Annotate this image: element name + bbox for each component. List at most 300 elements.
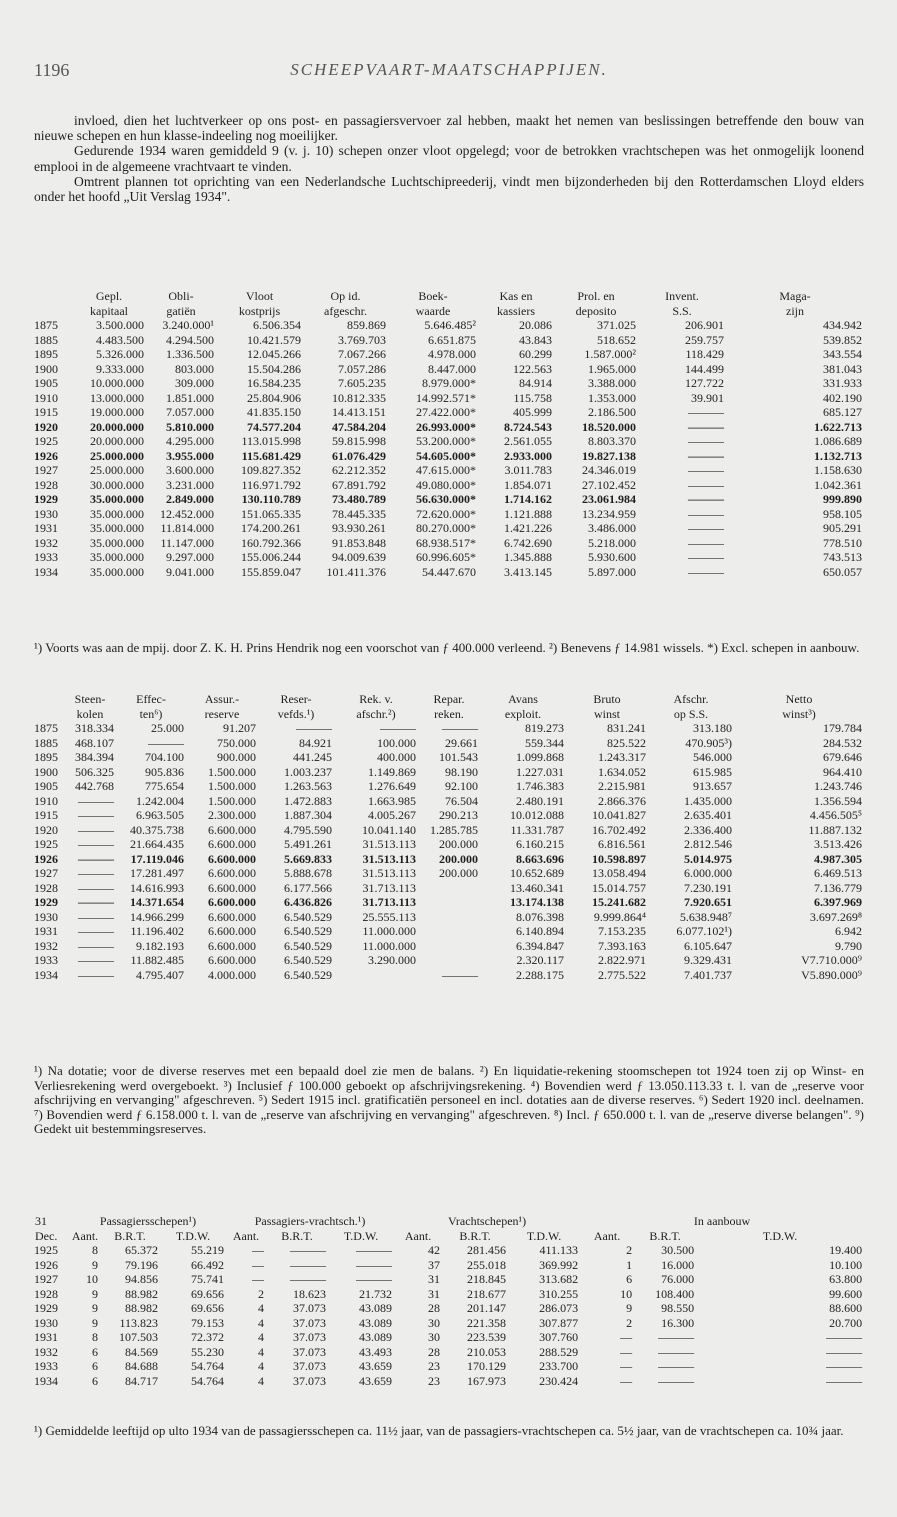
table-cell: 286.073	[539, 1301, 579, 1315]
table-cell: 1.243.317	[598, 750, 646, 764]
table-cell: 35.000.000	[90, 506, 144, 521]
table-cell: 28	[428, 1344, 441, 1359]
table-cell: 506.325	[75, 764, 114, 779]
table-cell: 13.000.000	[90, 390, 144, 405]
table-cell: ———	[148, 735, 184, 750]
table-cell: 1.086.689	[814, 434, 862, 448]
column-header: B.R.T.	[114, 1228, 146, 1243]
table-row	[34, 1258, 864, 1273]
table-cell: 108.400	[655, 1286, 695, 1301]
table-cell: 1.500.000	[208, 793, 256, 808]
table-cell: 546.000	[693, 750, 732, 764]
table-cell: 43.089	[359, 1301, 393, 1315]
table-cell: 5.930.600	[588, 550, 636, 564]
column-header	[34, 707, 64, 722]
table-cell: 210.053	[467, 1344, 507, 1359]
table-cell: 2.775.522	[598, 967, 646, 982]
group-header-row	[34, 1214, 864, 1229]
balance-table	[34, 289, 864, 579]
table-cell: 218.845	[467, 1272, 507, 1286]
table-cell: 65.372	[125, 1243, 158, 1257]
column-header: Aant.	[404, 1228, 432, 1243]
table-cell: 94.856	[125, 1272, 158, 1286]
table-cell: 1.500.000	[208, 764, 256, 779]
table-cell: 518.652	[597, 332, 636, 347]
table-cell: 69.656	[191, 1286, 225, 1301]
table-cell: 1.242.004	[136, 793, 184, 808]
table-cell: 290.213	[439, 808, 478, 822]
table-cell: 1.243.746	[814, 779, 862, 793]
column-header: Gepl.	[95, 289, 123, 303]
table-cell: ———	[688, 535, 724, 550]
table-cell	[418, 881, 480, 896]
table-cell: 5.897.000	[588, 564, 636, 579]
table-cell: 92.100	[445, 779, 478, 793]
table-cell: 559.344	[525, 735, 564, 750]
table-cell: 76.504	[445, 793, 478, 808]
table-cell: 31.513.113	[362, 866, 416, 880]
column-header: afgeschr.	[324, 303, 367, 318]
table-cell: 43.659	[359, 1359, 393, 1373]
table-cell: 40.375.738	[130, 822, 184, 837]
column-header: winst	[593, 706, 620, 721]
year-cell: 1875	[34, 721, 58, 735]
table-cell: 26.993.000*	[416, 419, 476, 434]
table-cell: 3.600.000	[166, 463, 214, 477]
column-header: Assur.-	[204, 692, 240, 706]
year-cell: 1895	[34, 347, 58, 361]
table-cell: 14.413.151	[332, 405, 386, 419]
column-header: Maga-	[779, 289, 811, 303]
table-cell: 155.006.244	[241, 550, 301, 564]
table-cell: 16.000	[661, 1257, 695, 1272]
column-header: zijn	[786, 303, 804, 318]
table-cell: 778.510	[823, 535, 862, 550]
column-header: ten⁶)	[139, 706, 163, 721]
table-cell: 35.000.000	[90, 535, 144, 550]
column-header: Avans	[508, 692, 538, 706]
header-row	[34, 1229, 864, 1244]
year-cell: 1925	[34, 434, 58, 448]
table-cell: 8.724.543	[504, 419, 552, 434]
table-cell: —	[620, 1330, 633, 1344]
year-cell: 1926	[34, 1257, 58, 1272]
table-cell: 35.000.000	[90, 550, 144, 564]
table-row	[34, 347, 864, 362]
table-cell: 54.447.670	[422, 564, 476, 579]
table-cell: 8.979.000*	[422, 376, 476, 390]
table-cell: ———	[78, 938, 114, 953]
year-cell: 1933	[34, 550, 58, 564]
table-cell: ———	[688, 405, 724, 419]
table-cell: 7.136.779	[814, 880, 862, 895]
table-cell: 2.480.191	[516, 793, 564, 808]
table-cell: 4.483.500	[96, 332, 144, 347]
table-cell: 6.600.000	[208, 909, 256, 924]
table-row	[34, 318, 864, 333]
table-cell: 1.121.888	[504, 506, 552, 521]
table-cell: 288.529	[539, 1344, 579, 1359]
table-cell: 43.089	[359, 1330, 393, 1344]
table-cell: 3.697.269⁸	[809, 909, 862, 924]
table-cell: 1.421.226	[504, 521, 552, 535]
table-row	[34, 565, 864, 580]
table-cell: 78.445.335	[332, 506, 386, 521]
table-cell: 6.816.561	[598, 837, 646, 851]
table-cell: —	[252, 1272, 265, 1286]
table-cell: 43.493	[359, 1344, 393, 1359]
table-row	[34, 736, 864, 751]
table-cell: 31	[428, 1272, 441, 1286]
table-row	[34, 939, 864, 954]
table-cell: 35.000.000	[90, 492, 144, 506]
table-cell: 160.792.366	[241, 535, 301, 550]
table-cell: 29.661	[445, 735, 478, 750]
table-cell: 4.795.590	[284, 822, 332, 837]
table-row	[34, 550, 864, 565]
table-cell: 84.569	[125, 1344, 158, 1359]
table-cell: ———	[688, 419, 724, 434]
table-cell: 7.230.191	[684, 880, 732, 895]
header-row	[34, 707, 864, 722]
table-cell: ———	[78, 822, 114, 837]
intro-paragraph: Gedurende 1934 waren gemiddeld 9 (v. j. 10) schepen onzer vloot opgelegd; voor de betrokken vrachtschepen was het onmogelijk loonend emplooi in de algemeene vrachtvaart te vinden.	[34, 143, 864, 174]
table-row	[34, 808, 864, 823]
intro-text	[34, 113, 864, 204]
table-cell: 76.000	[661, 1272, 695, 1286]
table-cell: 8.447.000	[428, 361, 476, 376]
table-cell: 8	[92, 1330, 98, 1344]
table-row	[34, 362, 864, 377]
table-cell: 411.133	[539, 1243, 579, 1257]
table-cell: 25.000.000	[90, 463, 144, 477]
table-cell: 35.000.000	[90, 521, 144, 535]
table-cell: 31.713.113	[362, 895, 416, 909]
table-cell: 1.345.888	[504, 550, 552, 564]
table-cell: ———	[78, 895, 114, 909]
table-cell: 60.996.605*	[416, 550, 476, 564]
table-cell: 84.688	[125, 1359, 158, 1373]
table-cell: 3.290.000	[368, 953, 416, 967]
table-cell: 72.372	[191, 1330, 225, 1344]
column-header: B.R.T.	[281, 1228, 313, 1243]
column-header: T.D.W.	[343, 1228, 379, 1243]
table-cell: 37.073	[293, 1330, 327, 1344]
table-cell: 6	[92, 1359, 98, 1373]
table-cell: 9.297.000	[166, 550, 214, 564]
table-row	[34, 881, 864, 896]
table-cell: 10.000.000	[90, 376, 144, 390]
table-cell: 6.436.826	[284, 895, 332, 909]
table-cell: 43.089	[359, 1315, 393, 1330]
table-row	[34, 953, 864, 968]
table-cell: ———	[826, 1373, 863, 1388]
table-cell: 144.499	[685, 361, 724, 376]
table-cell: 2	[258, 1286, 265, 1301]
table-cell: 402.190	[823, 390, 862, 405]
table-cell: 10	[620, 1286, 633, 1301]
table-cell: 41.835.150	[247, 405, 301, 419]
table-row	[34, 1301, 864, 1316]
year-cell: 1929	[34, 1301, 58, 1315]
year-cell: 1926	[34, 448, 58, 463]
table-cell: 4.456.505⁵	[809, 808, 862, 822]
table-cell: 37	[428, 1257, 441, 1272]
table-cell: 831.241	[607, 721, 646, 735]
table-cell: 441.245	[293, 750, 332, 764]
column-header: T.D.W.	[762, 1228, 798, 1243]
table-cell: 468.107	[75, 735, 114, 750]
table-cell: ———	[78, 851, 114, 866]
table-cell: 7.401.737	[684, 967, 732, 982]
table-cell: 1.336.500	[166, 347, 214, 361]
table-cell: 84.717	[125, 1373, 158, 1388]
table-row	[34, 1272, 864, 1287]
table-cell: 4	[258, 1373, 265, 1388]
column-header: Netto	[785, 692, 813, 706]
table-cell: 685.127	[823, 405, 862, 419]
table-cell: 1.099.868	[516, 750, 564, 764]
table-cell: 10.041.140	[362, 822, 416, 837]
year-cell: 1920	[34, 419, 58, 434]
table-cell: 15.504.286	[247, 361, 301, 376]
table-cell: 27.102.452	[582, 477, 636, 492]
table-cell: 6.540.529	[284, 967, 332, 982]
table-cell: ———	[78, 866, 114, 880]
table-cell: 68.938.517*	[416, 535, 476, 550]
table-cell: 79.153	[191, 1315, 225, 1330]
table-cell: 2	[626, 1315, 633, 1330]
table-cell: 15.014.757	[592, 880, 646, 895]
table-row	[34, 1287, 864, 1302]
table-cell: 2.933.000	[504, 448, 552, 463]
table-cell: ———	[356, 1243, 393, 1257]
table-cell: ———	[826, 1330, 863, 1344]
table-row	[34, 449, 864, 464]
table-cell: 434.942	[823, 318, 862, 332]
table-cell: 6	[92, 1344, 98, 1359]
year-cell: 1920	[34, 822, 58, 837]
table-cell: 3.240.000¹	[162, 318, 214, 332]
table-cell: 30	[428, 1315, 441, 1330]
table-cell: 6.140.894	[516, 924, 564, 938]
table-cell: 11.196.402	[130, 924, 184, 938]
table-cell: —	[620, 1373, 633, 1388]
year-cell: 1932	[34, 1344, 58, 1359]
column-header: Rek. v.	[359, 692, 393, 706]
table-cell: 115.681.429	[241, 448, 301, 463]
table-cell: 750.000	[217, 735, 256, 750]
table-cell: 20.000.000	[90, 419, 144, 434]
table-cell: 9	[92, 1315, 98, 1330]
table-cell: 4.005.267	[368, 808, 416, 822]
table-cell: ———	[658, 1373, 695, 1388]
table-cell: 74.577.204	[247, 419, 301, 434]
table-row	[34, 1243, 864, 1258]
year-cell: 1910	[34, 390, 58, 405]
table-cell: 25.555.113	[362, 909, 416, 924]
table-cell: 13.174.138	[510, 895, 564, 909]
table-cell: 218.677	[467, 1286, 507, 1301]
table-cell: 2.300.000	[208, 808, 256, 822]
table-cell: 43.659	[359, 1373, 393, 1388]
year-cell: 1885	[34, 332, 58, 347]
table-cell: 19.000.000	[90, 405, 144, 419]
table-cell: 9.041.000	[166, 564, 214, 579]
table-row	[34, 910, 864, 925]
column-header: kassiers	[497, 303, 535, 318]
table-cell: 819.273	[525, 721, 564, 735]
table-cell: 6.394.847	[516, 938, 564, 953]
table-cell: 88.982	[125, 1301, 158, 1315]
year-cell: 1928	[34, 477, 58, 492]
table-cell: —	[252, 1243, 265, 1257]
table-cell: 107.503	[119, 1330, 158, 1344]
table-cell: 6.540.529	[284, 953, 332, 967]
table-cell: 8.803.370	[588, 434, 636, 448]
table-cell: 17.281.497	[130, 866, 184, 880]
year-cell: 1929	[34, 492, 58, 506]
table-cell: 905.291	[823, 521, 862, 535]
table-cell: 650.057	[823, 564, 862, 579]
table-cell: ———	[688, 434, 724, 448]
table-cell: 9	[92, 1257, 98, 1272]
intro-paragraph: invloed, dien het luchtverkeer op ons post- en passagiersvervoer zal hebben, maakt het nemen van beslissingen betreffende den bouw van nieuwe schepen en hun klasse-indeeling nog moeilijker.	[34, 113, 864, 144]
table-cell: 101.411.376	[326, 564, 386, 579]
column-header: Boek-	[418, 289, 448, 303]
table-cell: 9	[92, 1301, 98, 1315]
table-cell: 200.000	[439, 837, 478, 851]
table-cell	[418, 910, 480, 925]
table-cell: 109.827.352	[241, 463, 301, 477]
table-cell: 309.000	[175, 376, 214, 390]
table-cell: 21.732	[359, 1286, 393, 1301]
year-cell: 1925	[34, 837, 58, 851]
table-cell: 93.930.261	[332, 521, 386, 535]
year-cell: 1933	[34, 953, 58, 967]
table-cell: 7.393.163	[598, 938, 646, 953]
table-row	[34, 1374, 864, 1389]
year-cell: 1900	[34, 361, 58, 376]
table-cell: 200.000	[439, 866, 478, 880]
table-cell: 10.041.827	[592, 808, 646, 822]
table-cell: V7.710.000⁹	[801, 953, 862, 967]
table-cell: 100.000	[377, 735, 416, 750]
table-cell: 6.540.529	[284, 909, 332, 924]
table-row	[34, 1359, 864, 1374]
table-cell	[334, 968, 418, 983]
table-cell: 4	[258, 1315, 265, 1330]
year-cell: 1926	[34, 851, 58, 866]
table-cell: 59.815.998	[332, 434, 386, 448]
table-cell: 75.741	[191, 1272, 225, 1286]
column-header: 31	[35, 1214, 47, 1228]
table-cell: 6.651.875	[428, 332, 476, 347]
year-cell: 1900	[34, 764, 58, 779]
table-cell: 7.067.266	[338, 347, 386, 361]
table-cell: 6.600.000	[208, 895, 256, 909]
table-cell: 1.663.985	[368, 793, 416, 808]
table-cell: 18.520.000	[582, 419, 636, 434]
table-cell: 56.630.000*	[416, 492, 476, 506]
table-cell: 6.742.690	[504, 535, 552, 550]
table-cell: 2.635.401	[684, 808, 732, 822]
page-number: 1196	[34, 60, 70, 80]
table-cell: 98.190	[445, 764, 478, 779]
table-cell: 371.025	[597, 318, 636, 332]
year-cell: 1931	[34, 924, 58, 938]
table-cell: 6.600.000	[208, 837, 256, 851]
table-cell: 4.978.000	[428, 347, 476, 361]
column-header: Aant.	[71, 1228, 99, 1243]
table-cell: 6.600.000	[208, 924, 256, 938]
table-cell: 14.966.299	[130, 909, 184, 924]
table-cell: 221.358	[467, 1315, 507, 1330]
table-cell: ———	[688, 477, 724, 492]
column-header: afschr.²)	[356, 706, 396, 721]
table-cell: ———	[688, 463, 724, 477]
table-row	[34, 420, 864, 435]
table-cell: 35.000.000	[90, 564, 144, 579]
table-cell: 30	[428, 1330, 441, 1344]
year-cell: 1931	[34, 521, 58, 535]
table-cell: 127.722	[685, 376, 724, 390]
table-cell: 69.656	[191, 1301, 225, 1315]
table-cell: 2.288.175	[516, 967, 564, 982]
table-cell: ———	[688, 448, 724, 463]
balance-table-footnote: ¹) Voorts was aan de mpij. door Z. K. H. Prins Hendrik nog een voorschot van ƒ 400.000 verleend. ²) Benevens ƒ 14.981 wissels. *) Excl. schepen in aanbouw.	[34, 640, 860, 655]
table-cell: 63.800	[829, 1272, 863, 1286]
column-header: Vloot	[245, 289, 274, 303]
table-row	[34, 478, 864, 493]
table-cell: 23.061.984	[582, 492, 636, 506]
table-cell: 6	[92, 1373, 98, 1388]
table-cell: 3.769.703	[338, 332, 386, 347]
column-header: Op id.	[330, 289, 361, 303]
table-cell	[418, 924, 480, 939]
table-cell: 381.043	[823, 361, 862, 376]
table-cell: 825.522	[607, 735, 646, 750]
table-cell: ———	[688, 564, 724, 579]
table-cell: 7.057.000	[166, 405, 214, 419]
year-cell: 1905	[34, 779, 58, 793]
table-cell: 1.634.052	[598, 764, 646, 779]
table-cell: —	[620, 1344, 633, 1359]
table-cell: 53.200.000*	[416, 434, 476, 448]
table-cell: 11.887.132	[808, 822, 862, 837]
table-cell: 307.877	[539, 1315, 579, 1330]
table-cell: 101.543	[439, 750, 478, 764]
table-cell: 43.843	[519, 332, 552, 347]
table-cell: 116.971.792	[241, 477, 301, 492]
table-cell: 9	[626, 1301, 633, 1315]
table-cell: 31.513.113	[362, 837, 416, 851]
table-cell: 1.851.000	[166, 390, 214, 405]
year-cell: 1928	[34, 880, 58, 895]
table-row	[34, 924, 864, 939]
results-table-footnote: ¹) Na dotatie; voor de diverse reserves met een bepaald doel zie men de balans. ²) En liquidatie-rekening stoomschepen tot 1924 toen zij op Winst- en Verliesrekening werd overgeboekt. ³) Inclusief ƒ 100.000 geboekt op afschrijvingsrekening. ⁴) Bovendien werd ƒ 13.050.113.33 t. l. van de „reserve voor afschrijving en vervanging" afgeschreven. ⁵) Sedert 1915 incl. gratificatiën personeel en incl. dotaties aan de diverse reserves. ⁶) Sedert 1920 incl. deelnamen. ⁷) Bovendien werd ƒ 6.158.000 t. l. van de „reserve van afschrijving en vervanging" afgeschreven. ⁸) Incl. ƒ 650.000 t. l. van de „reserve diverse belangen". ⁹) Gedekt uit bestemmingsreserves.	[34, 1063, 864, 1136]
table-cell: 6.600.000	[208, 822, 256, 837]
table-cell: 24.346.019	[582, 463, 636, 477]
table-cell: 37.073	[293, 1315, 327, 1330]
year-cell: 1915	[34, 405, 58, 419]
table-cell: 3.231.000	[166, 477, 214, 492]
table-cell: 115.758	[513, 390, 552, 405]
table-cell: 11.331.787	[510, 822, 564, 837]
table-cell: 7.153.235	[598, 924, 646, 938]
year-cell: 1927	[34, 866, 58, 880]
intro-paragraph: Omtrent plannen tot oprichting van een Nederlandsche Luchtschipreederij, vindt men bijzonderheden bij den Rotterdamschen Lloyd elders onder het hoofd „Uit Verslag 1934".	[34, 173, 864, 205]
